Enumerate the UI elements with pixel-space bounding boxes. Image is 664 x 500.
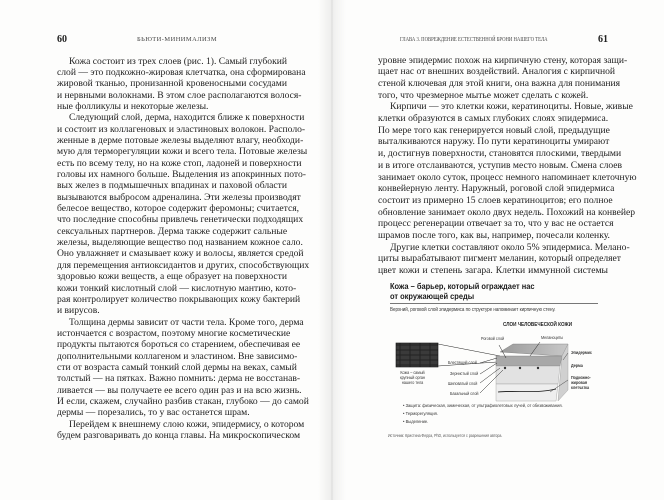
text-line: Другие клетки составляют около 5% эпидермиса. Мелано- [390,241,630,253]
text-line: сексуальных партнеров. Дерма также содержит сальные [57,225,288,237]
label-stratum-lucidum: Блестящий слой [448,360,477,365]
figure-title-line: Кожа – барьер, который ограждает нас [390,281,535,291]
text-line: сти от возраста самый тонкий слой дермы на веках, самый [57,361,297,373]
text-line: жировой тканью, пронизанной кровеносными сосудами [57,78,287,90]
text-line: и нервными волокнами. В этом слое располагаются волося- [57,89,302,101]
bullet-text: Выделение. [405,420,429,425]
label-hypodermis [571,375,591,390]
label-dermis: Дерма [571,363,583,368]
text-line: того, что чрезмерное мытье может сделать с кожей. [378,89,589,101]
figure-bullet: • Выделение. [403,420,429,425]
text-line: рая контролирует количество покрывающих кожу бактерий [57,293,301,305]
caption-line: крупный орган [400,375,425,380]
text-line: и состоит из коллагеновых и эластиновых волокон. Располо- [57,123,306,135]
label-line: жировая [571,380,588,385]
text-line: ные фолликулы и некоторые железы. [57,100,209,112]
text-line: И если, скажем, случайно разбив стакан, глубоко — до самой [57,396,309,407]
text-line: для перемещения антиоксидантов и других, способствующих [57,259,310,271]
running-head: ГЛАВА 3. ПОВРЕЖДЕНИЕ ЕСТЕСТВЕННОЙ БРОНИ НАШЕГО ТЕЛА [400,36,548,43]
label-stratum-corneum: Роговой слой [481,336,505,341]
text-line: толстый — на пятках. Важно помнить: дерма не восстанав- [57,373,301,385]
text-line: женные в дерме потовые железы выделяют влагу, необходи- [57,134,304,146]
text-line: обновление занимает около двух недель. Похожий на конвейер [378,206,636,218]
label-stratum-granulosum: Зернистый слой [450,371,479,376]
text-line: дополнительными коллагеном и эластином. Вне зависимо- [57,350,298,362]
label-stratum-basale: Базальный слой [450,391,479,396]
running-head: БЬЮТИ-МИНИМАЛИЗМ [137,36,218,43]
skin-block-hypodermis [496,384,558,401]
text-line: состоит из примерно 15 слоев кератиноцитов; его полное [378,194,613,206]
text-line: конвейерную ленту. Наружный, роговой слой эпидермиса [378,183,615,195]
bullet-text: Защита: физическая, химическая, от ультрафиолетовых лучей, от обезвоживания. [405,404,563,409]
text-line: шрамов после того, как вы, например, почесали коленку. [378,230,610,241]
label-melanocytes: Меланоциты [541,335,564,340]
text-line: есть по всему телу, но на коже стоп, ладоней и поверхности [57,157,302,169]
text-line: вызываются выбросом адреналина. Эти железы производят [57,191,301,203]
text-line: Толщина дермы зависит от части тела. Кроме того, дерма [69,316,304,328]
text-line: здоровью кожи веществ, а еще образует на поверхности [57,271,287,283]
caption-line: нашего тела [401,380,424,385]
caption-line: Кожа – самый [400,370,425,375]
text-line: продукты пытаются бороться со старением, обеспечивая ее [57,339,301,351]
text-line: что последние способны привлечь генетически подходящих [57,214,304,226]
text-line: щает нас от внешних воздействий. Аналогия с кирпичной [378,66,616,78]
text-line: стеной ключевая для этой книги, она важна для понимания [378,77,621,89]
text-line: По мере того как генерируется новый слой, предыдущие [378,124,610,136]
brick-caption [400,370,425,385]
text-line: клетки образуются в самых глубоких слоях эпидермиса. [378,113,609,124]
text-line: Кожа состоит из трех слоев (рис. 1). Самый глубокий [69,55,287,67]
text-line: Кирпичи — это клетки кожи, кератиноциты. Новые, живые [390,101,633,113]
text-line: дермы — порезались, то у вас останется шрам. [57,407,250,419]
text-line: циты вырабатывают пигмент меланин, который определяет [378,253,621,265]
text-line: выталкиваются наружу. По пути кератиноциты умирают [378,136,610,148]
label-line: клетчатка [571,385,590,390]
text-line: головы их намного больше. Выделения из апокринных пото- [57,169,306,180]
figure-bullet: • Терморегуляция. [403,412,438,417]
text-line: белесое вещество, которое содержит феромоны; считается, [57,203,300,215]
figure-source: Источник: Кристина Ферра, PhD, используется с разрешения автора. [388,433,503,438]
text-line: ливается — вы получаете ее всего один раз и на всю жизнь. [57,384,302,396]
text-line: и, достигнув поверхности, становятся плоскими, твердыми [378,148,622,160]
label-epidermis: Эпидермис [571,350,593,355]
text-line: и вирусов. [57,305,100,317]
brick-wall-image [396,343,438,367]
text-line: слой — это подкожно-жировая клетчатка, она сформирована [57,66,306,78]
text-line: мую для терморегуляции кожи и всего тела. Потовые железы [57,146,308,158]
text-line: занимает около суток, процесс немного напоминает клеточную [378,171,637,183]
diagram-heading: СЛОИ ЧЕЛОВЕЧЕСКОЙ КОЖИ [503,322,573,328]
figure-title-line: от окружающей среды [390,290,475,301]
figure-bullet: • Защита: физическая, химическая, от ультрафиолетовых лучей, от обезвоживания. [403,404,563,409]
page-number: 60 [57,34,67,45]
text-line: цвет кожи и степень загара. Клетки иммунной системы [378,265,608,277]
text-line: Следующий слой, дерма, находится ближе к поверхности [69,112,305,124]
text-line: Перейдем к внешнему слою кожи, эпидермису, о котором [69,418,305,430]
text-line: и в итоге отслаиваются, уступив место новым. Смена слоев [378,159,623,171]
figure-subtitle: Верхний, роговой слой эпидермиса по структуре напоминает кирпичную стену. [390,307,556,313]
text-line: истончается с возрастом, поэтому многие косметические [57,327,291,339]
text-line: процесс регенерации отвечает за то, что у вас не остается [378,218,614,230]
page-number: 61 [598,34,608,45]
text-line: Оно увлажняет и смазывает кожу и волосы, является средой [57,248,304,260]
text-line: кожи тонкий кислотный слой — кислотную мантию, кото- [57,282,297,294]
label-line: Подкожно- [571,375,591,380]
bullet-text: Терморегуляция. [405,412,438,417]
text-line: железы, выделяющие вещество под названием кожное сало. [57,237,303,249]
text-line: вых желез в подмышечных впадинах и паховой области [57,180,287,192]
text-line: уровне эпидермис похож на кирпичную стену, которая защи- [378,54,628,66]
text-line: будем разговаривать до конца главы. На микроскопическом [57,430,301,442]
label-stratum-spinosum: Шиповатый слой [448,381,478,386]
